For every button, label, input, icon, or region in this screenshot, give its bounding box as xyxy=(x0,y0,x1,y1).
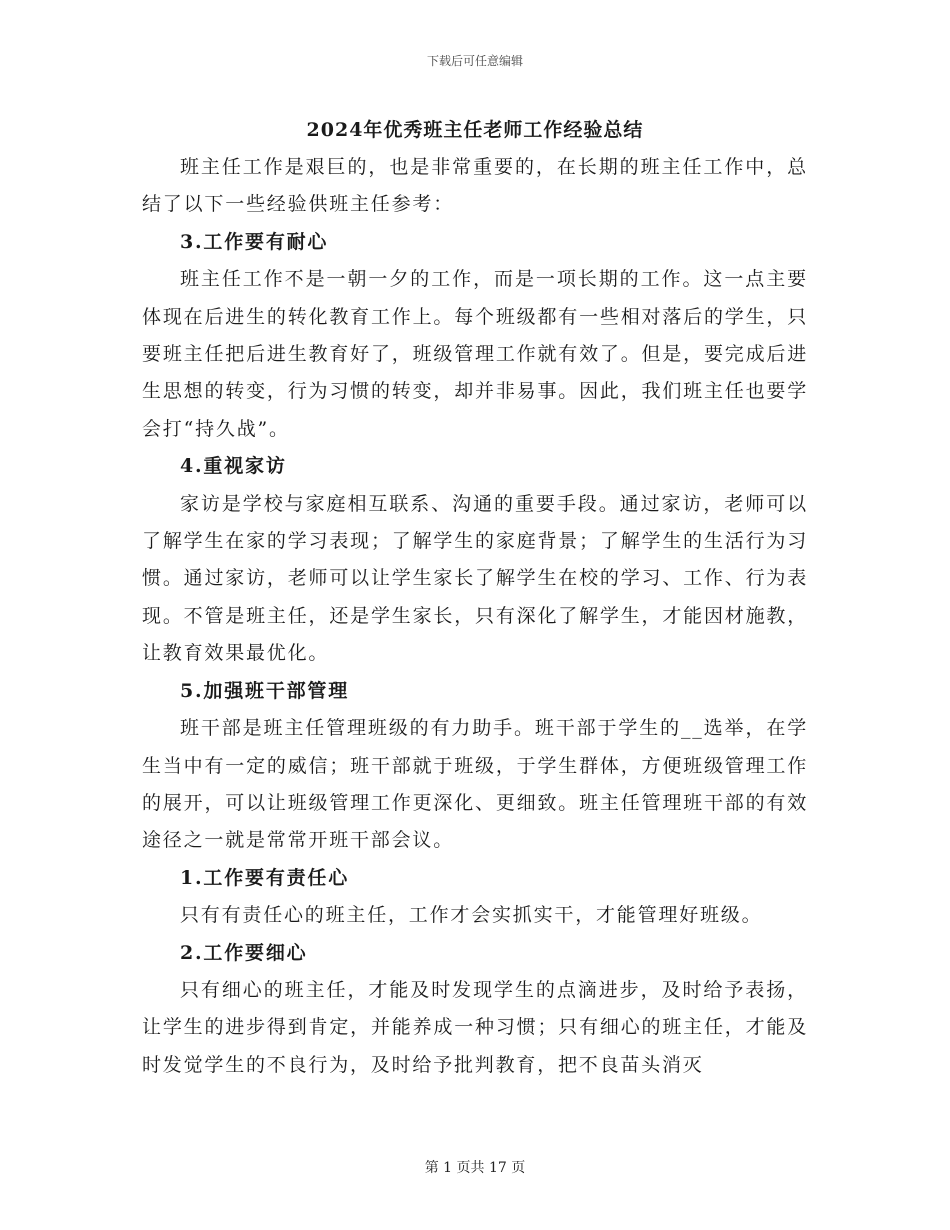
section-heading-carefulness: 2.工作要细心 xyxy=(180,941,308,964)
section-heading-class-cadre: 5.加强班干部管理 xyxy=(180,679,350,702)
section-heading-home-visit: 4.重视家访 xyxy=(180,455,287,478)
intro-paragraph: 班主任工作是艰巨的，也是非常重要的，在长期的班主任工作中，总结了以下一些经验供班主任参考： xyxy=(142,156,808,216)
document-body xyxy=(142,112,808,1084)
header-note: 下载后可任意编辑 xyxy=(426,54,523,68)
paragraph-home-visit: 家访是学校与家庭相互联系、沟通的重要手段。通过家访，老师可以了解学生在家的学习表现；了解学生的家庭背景；了解学生的生活行为习惯。通过家访，老师可以让学生家长了解学生在校的学习、工作、行为表现。不管是班主任，还是学生家长，只有深化了解学生，才能因材施教，让教育效果最优化。 xyxy=(142,492,808,665)
page-number-footer: 第 1 页共 17 页 xyxy=(424,1160,526,1176)
section-heading-responsibility: 1.工作要有责任心 xyxy=(180,866,350,889)
paragraph-carefulness: 只有细心的班主任，才能及时发现学生的点滴进步，及时给予表扬，让学生的进步得到肯定，并能养成一种习惯；只有细心的班主任，才能及时发觉学生的不良行为，及时给予批判教育，把不良苗头消灭 xyxy=(142,978,808,1076)
paragraph-responsibility: 只有有责任心的班主任，工作才会实抓实干，才能管理好班级。 xyxy=(180,904,763,927)
section-heading-patience: 3.工作要有耐心 xyxy=(180,230,329,253)
paragraph-class-cadre: 班干部是班主任管理班级的有力助手。班干部于学生的__选举，在学生当中有一定的威信；班干部就于班级，于学生群体，方便班级管理工作的展开，可以让班级管理工作更深化、更细致。班主任管理班干部的有效途径之一就是常常开班干部会议。 xyxy=(142,717,808,852)
document-title: 2024年优秀班主任老师工作经验总结 xyxy=(306,119,644,141)
paragraph-patience: 班主任工作不是一朝一夕的工作，而是一项长期的工作。这一点主要体现在后进生的转化教育工作上。每个班级都有一些相对落后的学生，只要班主任把后进生教育好了，班级管理工作就有效了。但是，要完成后进生思想的转变，行为习惯的转变，却并非易事。因此，我们班主任也要学会打“持久战”。 xyxy=(142,268,808,440)
